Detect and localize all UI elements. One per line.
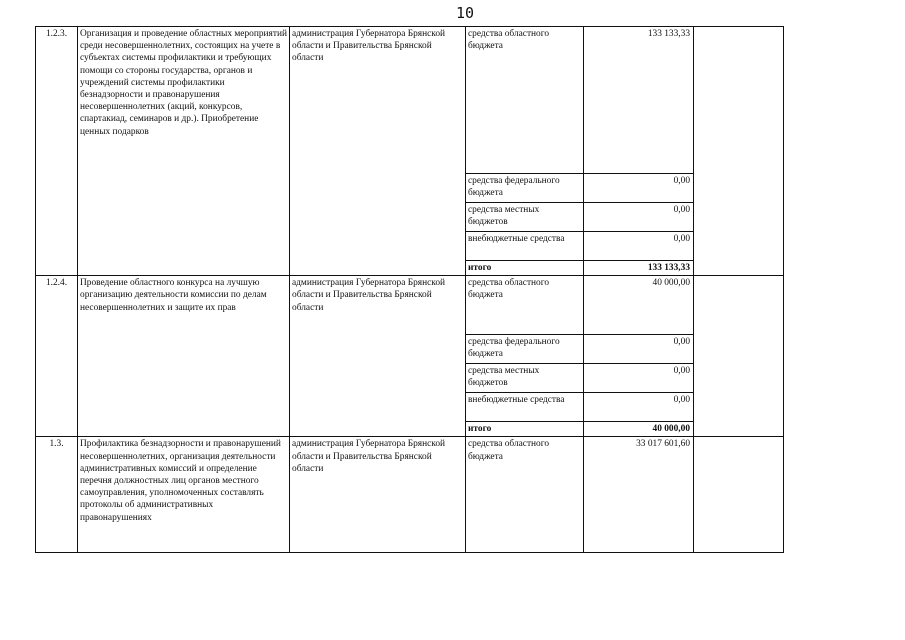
- fund-amount: 0,00: [584, 364, 694, 393]
- item-title: Организация и проведение областных мероприятий среди несовершеннолетних, состоящих на учете в субъектах системы профилактики и требующих помощи со стороны государства, органов и учреждений системы профилактики безнадзорности и правонарушения несовершеннолетних (акций, конкурсов, спартакиад, семинаров и др.). Приобретение ценных подарков: [78, 27, 290, 276]
- fund-amount-total: 133 133,33: [584, 261, 694, 276]
- fund-amount: 0,00: [584, 232, 694, 261]
- fund-amount: 40 000,00: [584, 276, 694, 335]
- fund-source: средства федерального бюджета: [466, 335, 584, 364]
- empty-cell: [694, 27, 784, 276]
- fund-amount: 33 017 601,60: [584, 437, 694, 553]
- item-number: 1.2.4.: [36, 276, 78, 437]
- fund-source: внебюджетные средства: [466, 393, 584, 422]
- fund-source: внебюджетные средства: [466, 232, 584, 261]
- fund-source: средства областного бюджета: [466, 437, 584, 553]
- fund-amount: 133 133,33: [584, 27, 694, 174]
- fund-source: средства областного бюджета: [466, 27, 584, 174]
- fund-source-total: итого: [466, 261, 584, 276]
- item-title: Проведение областного конкурса на лучшую организацию деятельности комиссии по делам несовершеннолетних и защите их прав: [78, 276, 290, 437]
- fund-amount-total: 40 000,00: [584, 422, 694, 437]
- fund-source-total: итого: [466, 422, 584, 437]
- budget-table-container: [35, 26, 783, 553]
- empty-cell: [694, 276, 784, 437]
- fund-source: средства местных бюджетов: [466, 364, 584, 393]
- item-executor: администрация Губернатора Брянской области и Правительства Брянской области: [290, 27, 466, 276]
- fund-amount: 0,00: [584, 335, 694, 364]
- fund-source: средства областного бюджета: [466, 276, 584, 335]
- table-row: [36, 27, 784, 174]
- fund-source: средства местных бюджетов: [466, 203, 584, 232]
- item-title: Профилактика безнадзорности и правонарушений несовершеннолетних, организация деятельности административных комиссий и определение перечня должностных лиц органов местного самоуправления, уполномоченных составлять протоколы об административных правонарушениях: [78, 437, 290, 553]
- item-executor: администрация Губернатора Брянской области и Правительства Брянской области: [290, 276, 466, 437]
- budget-table: [35, 26, 784, 553]
- empty-cell: [694, 437, 784, 553]
- fund-amount: 0,00: [584, 393, 694, 422]
- table-row: [36, 437, 784, 553]
- fund-amount: 0,00: [584, 203, 694, 232]
- item-number: 1.2.3.: [36, 27, 78, 276]
- fund-amount: 0,00: [584, 174, 694, 203]
- table-row: [36, 276, 784, 335]
- page-number: 10: [456, 4, 475, 22]
- fund-source: средства федерального бюджета: [466, 174, 584, 203]
- item-executor: администрация Губернатора Брянской области и Правительства Брянской области: [290, 437, 466, 553]
- item-number: 1.3.: [36, 437, 78, 553]
